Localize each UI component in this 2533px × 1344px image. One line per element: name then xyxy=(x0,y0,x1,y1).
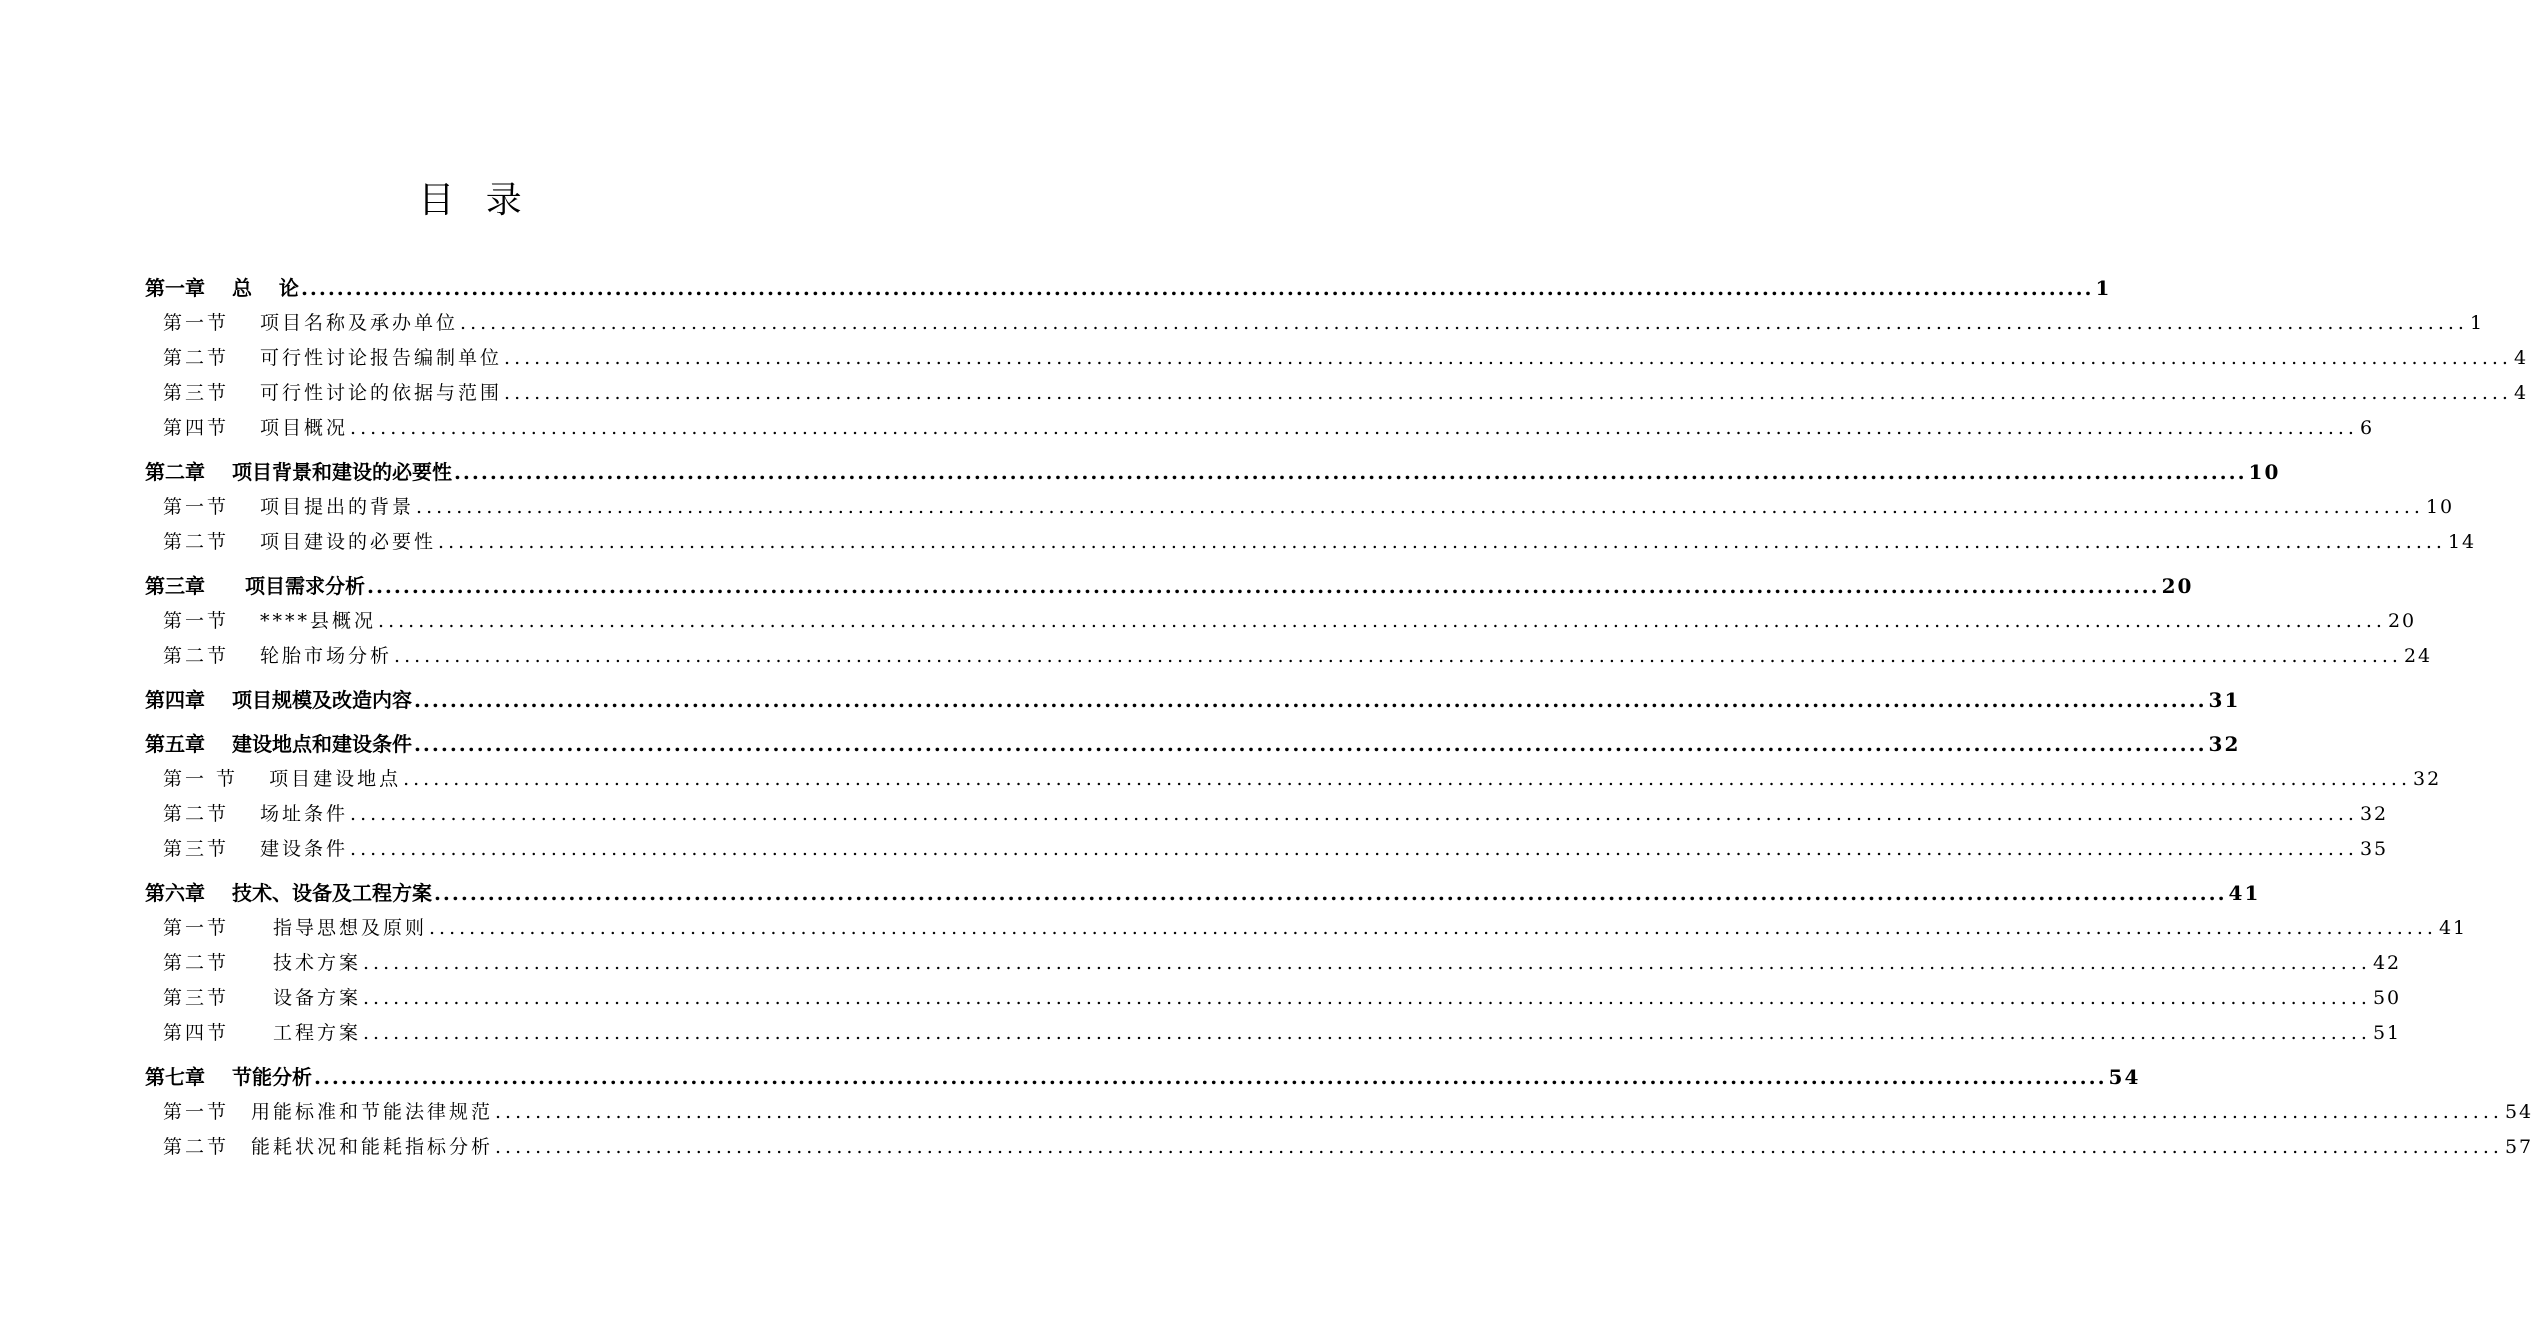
toc-entry-label: 第二节 场址条件 xyxy=(163,803,349,825)
toc-page-number: 20 xyxy=(2387,610,2417,632)
dot-leader: ........................................................................................................................................................................................................ xyxy=(403,768,2412,790)
toc-entry-label: 第二章 项目背景和建设的必要性 xyxy=(145,460,452,484)
dot-leader: ........................................................................................................................................................................................................ xyxy=(350,838,2358,860)
toc-entry-label: 第三节 可行性讨论的依据与范围 xyxy=(163,382,503,404)
toc-page-number: 20 xyxy=(2161,574,2194,598)
toc-page-number: 42 xyxy=(2372,952,2402,974)
toc-page-number: 31 xyxy=(2208,688,2241,712)
dot-leader: ........................................................................................................................................................................................................ xyxy=(504,382,2512,404)
toc-page-number: 1 xyxy=(2095,276,2112,300)
toc-section-entry[interactable] xyxy=(145,762,2442,797)
toc-page-number: 41 xyxy=(2438,917,2468,939)
toc-section-entry[interactable] xyxy=(145,525,2477,560)
toc-page-number: 4 xyxy=(2513,382,2529,404)
toc-entry-label: 第四章 项目规模及改造内容 xyxy=(145,688,412,712)
toc-entry-label: 第一节 项目名称及承办单位 xyxy=(163,312,459,334)
dot-leader: ........................................................................................................................................................................................................ xyxy=(363,1022,2371,1044)
toc-section-entry[interactable] xyxy=(145,341,2529,376)
dot-leader: ........................................................................................................................................................................................................ xyxy=(504,347,2512,369)
dot-leader: ........................................................................................................................................................................................................ xyxy=(495,1101,2503,1123)
toc-page-number: 50 xyxy=(2372,987,2402,1009)
toc-entry-label: 第一节 项目提出的背景 xyxy=(163,496,415,518)
dot-leader: ........................................................................................................................................................................................................ xyxy=(313,1065,2107,1089)
toc-chapter-entry[interactable] xyxy=(145,726,2241,762)
toc-page-number: 10 xyxy=(2425,496,2455,518)
toc-chapter-entry[interactable] xyxy=(145,568,2194,604)
toc-page-number: 54 xyxy=(2108,1065,2141,1089)
dot-leader: ........................................................................................................................................................................................................ xyxy=(453,460,2247,484)
toc-page-number: 35 xyxy=(2359,838,2389,860)
toc-page-number: 54 xyxy=(2504,1101,2533,1123)
toc-page-number: 32 xyxy=(2359,803,2389,825)
dot-leader: ........................................................................................................................................................................................................ xyxy=(367,574,2160,598)
toc-page-number: 1 xyxy=(2469,312,2485,334)
toc-section-entry[interactable] xyxy=(145,376,2529,411)
toc-section-entry[interactable] xyxy=(145,1130,2533,1165)
toc-entry-label: 第六章 技术、设备及工程方案 xyxy=(145,881,432,905)
toc-page-number: 10 xyxy=(2248,460,2281,484)
dot-leader: ........................................................................................................................................................................................................ xyxy=(350,803,2358,825)
toc-entry-label: 第二节 能耗状况和能耗指标分析 xyxy=(163,1136,494,1158)
toc-chapter-entry[interactable] xyxy=(145,270,2112,306)
toc-section-entry[interactable] xyxy=(145,639,2433,674)
toc-entry-label: 第一 节 项目建设地点 xyxy=(163,768,402,790)
toc-entry-label: 第一节 指导思想及原则 xyxy=(163,917,428,939)
dot-leader: ........................................................................................................................................................................................................ xyxy=(416,496,2424,518)
dot-leader: ........................................................................................................................................................................................................ xyxy=(429,917,2437,939)
dot-leader: ........................................................................................................................................................................................................ xyxy=(495,1136,2503,1158)
table-of-contents xyxy=(145,270,2533,1165)
toc-section-entry[interactable] xyxy=(145,797,2389,832)
toc-section-entry[interactable] xyxy=(145,1095,2533,1130)
page-title: 目 录 xyxy=(418,180,532,221)
dot-leader: ........................................................................................................................................................................................................ xyxy=(413,732,2207,756)
dot-leader: ........................................................................................................................................................................................................ xyxy=(363,987,2371,1009)
dot-leader: ........................................................................................................................................................................................................ xyxy=(350,417,2358,439)
dot-leader: ........................................................................................................................................................................................................ xyxy=(438,531,2446,553)
toc-entry-label: 第四节 项目概况 xyxy=(163,417,349,439)
toc-entry-label: 第五章 建设地点和建设条件 xyxy=(145,732,412,756)
toc-entry-label: 第二节 技术方案 xyxy=(163,952,362,974)
toc-page-number: 32 xyxy=(2208,732,2241,756)
toc-section-entry[interactable] xyxy=(145,832,2389,867)
dot-leader: ........................................................................................................................................................................................................ xyxy=(363,952,2371,974)
toc-entry-label: 第三节 建设条件 xyxy=(163,838,349,860)
toc-section-entry[interactable] xyxy=(145,1016,2402,1051)
toc-section-entry[interactable] xyxy=(145,306,2485,341)
toc-chapter-entry[interactable] xyxy=(145,454,2281,490)
dot-leader: ........................................................................................................................................................................................................ xyxy=(300,276,2094,300)
toc-chapter-entry[interactable] xyxy=(145,875,2261,911)
dot-leader: ........................................................................................................................................................................................................ xyxy=(460,312,2468,334)
toc-entry-label: 第二节 项目建设的必要性 xyxy=(163,531,437,553)
toc-section-entry[interactable] xyxy=(145,911,2468,946)
toc-entry-label: 第一节 用能标准和节能法律规范 xyxy=(163,1101,494,1123)
toc-page-number: 41 xyxy=(2228,881,2261,905)
dot-leader: ........................................................................................................................................................................................................ xyxy=(394,645,2402,667)
toc-section-entry[interactable] xyxy=(145,490,2455,525)
toc-entry-label: 第一章 总 论 xyxy=(145,276,299,300)
toc-entry-label: 第三章 项目需求分析 xyxy=(145,574,365,598)
toc-page-number: 6 xyxy=(2359,417,2375,439)
toc-section-entry[interactable] xyxy=(145,981,2402,1016)
toc-page-number: 51 xyxy=(2372,1022,2402,1044)
toc-entry-label: 第一节 ****县概况 xyxy=(163,610,377,632)
toc-page-number: 14 xyxy=(2447,531,2477,553)
toc-section-entry[interactable] xyxy=(145,604,2417,639)
toc-entry-label: 第三节 设备方案 xyxy=(163,987,362,1009)
dot-leader: ........................................................................................................................................................................................................ xyxy=(433,881,2227,905)
toc-entry-label: 第七章 节能分析 xyxy=(145,1065,312,1089)
dot-leader: ........................................................................................................................................................................................................ xyxy=(378,610,2386,632)
dot-leader: ........................................................................................................................................................................................................ xyxy=(413,688,2207,712)
toc-entry-label: 第二节 轮胎市场分析 xyxy=(163,645,393,667)
toc-chapter-entry[interactable] xyxy=(145,682,2241,718)
toc-page-number: 32 xyxy=(2413,768,2442,790)
toc-page-number: 24 xyxy=(2403,645,2433,667)
toc-entry-label: 第四节 工程方案 xyxy=(163,1022,362,1044)
toc-chapter-entry[interactable] xyxy=(145,1059,2141,1095)
toc-page-number: 57 xyxy=(2504,1136,2533,1158)
toc-section-entry[interactable] xyxy=(145,411,2375,446)
toc-section-entry[interactable] xyxy=(145,946,2402,981)
toc-entry-label: 第二节 可行性讨论报告编制单位 xyxy=(163,347,503,369)
toc-page-number: 4 xyxy=(2513,347,2529,369)
